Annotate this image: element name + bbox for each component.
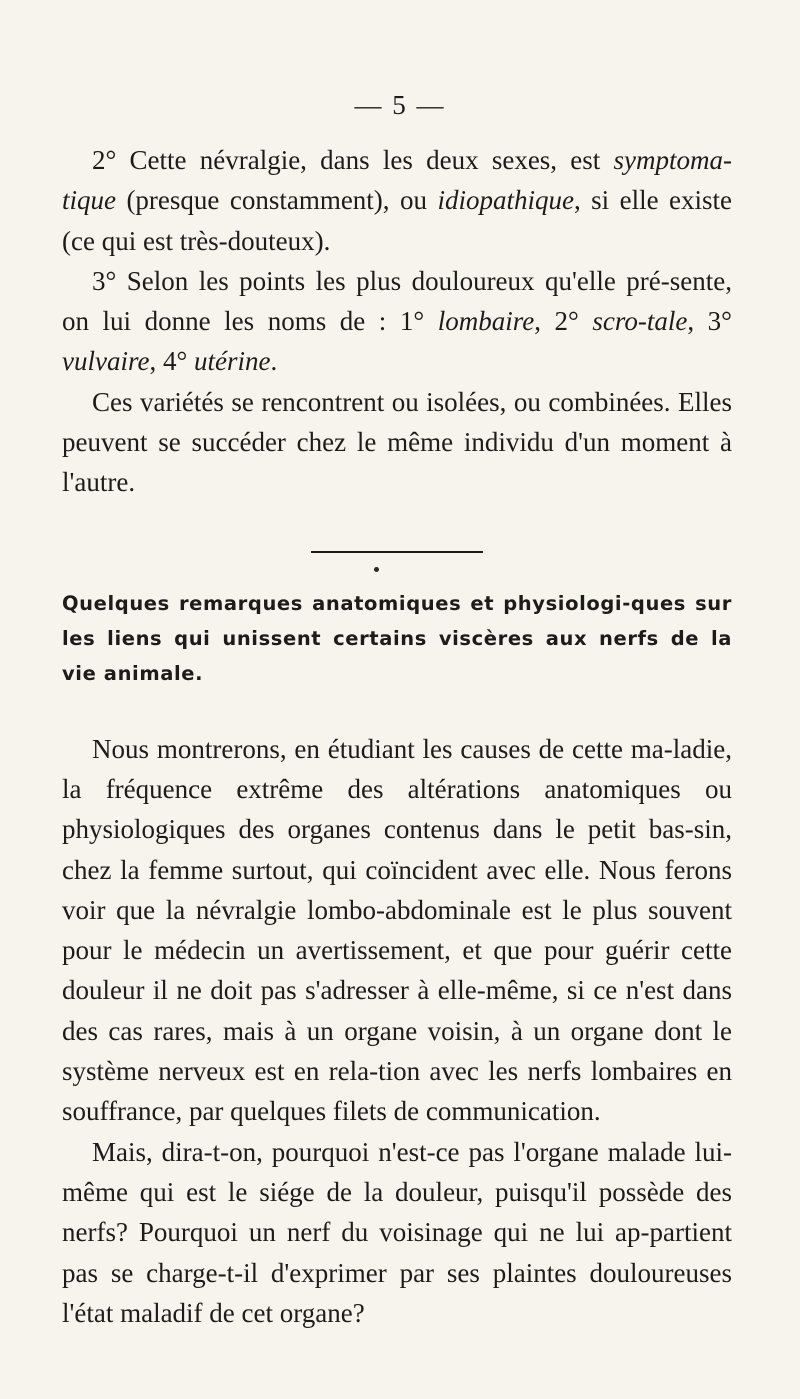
section-paragraph-2: Mais, dira-t-on, pourquoi n'est-ce pas l'organe malade lui-même qui est le siége de la douleur, puisqu'il possède des nerfs? Pourquoi un nerf du voisinage qui ne lui ap-partient pas se charge-t-il d'exprimer par ses plaintes douloureuses l'état maladif de cet organe?	[62, 1136, 732, 1328]
section-divider-rule	[311, 551, 483, 553]
ink-speck	[374, 567, 379, 572]
section-paragraph-1: Nous montrerons, en étudiant les causes de cette ma-ladie, la fréquence extrême des altérations anatomiques ou physiologiques des organes contenus dans le petit bas-sin, chez la femme surtout, qui coïncident avec elle. Nous ferons voir que la névralgie lombo-abdominale est le plus souvent pour le médecin un avertissement, et que pour guérir cette douleur il ne doit pas s'adresser à elle-même, si ce n'est dans des cas rares, mais à un organe voisin, à un organe dont le système nerveux est en rela-tion avec les nerfs lombaires en souffrance, par quelques filets de communication.	[62, 733, 732, 1127]
page-number: — 5 —	[354, 90, 446, 120]
item-3-paragraph: 3° Selon les points les plus douloureux qu'elle pré-sente, on lui donne les noms de : 1° lombaire, 2° scro-tale, 3° vulvaire, 4° utérine.	[62, 265, 732, 377]
varieties-paragraph: Ces variétés se rencontrent ou isolées, ou combinées. Elles peuvent se succéder chez le même individu d'un moment à l'autre.	[62, 386, 732, 498]
section-heading: Quelques remarques anatomiques et physiologi-ques sur les liens qui unissent certains viscères aux nerfs de la vie animale.	[62, 591, 732, 685]
item-2-paragraph: 2° Cette névralgie, dans les deux sexes, est symptoma-tique (presque constamment), ou idiopathique, si elle existe (ce qui est très-douteux).	[62, 145, 732, 256]
section-body	[62, 729, 732, 1333]
enumerated-items	[62, 140, 732, 503]
